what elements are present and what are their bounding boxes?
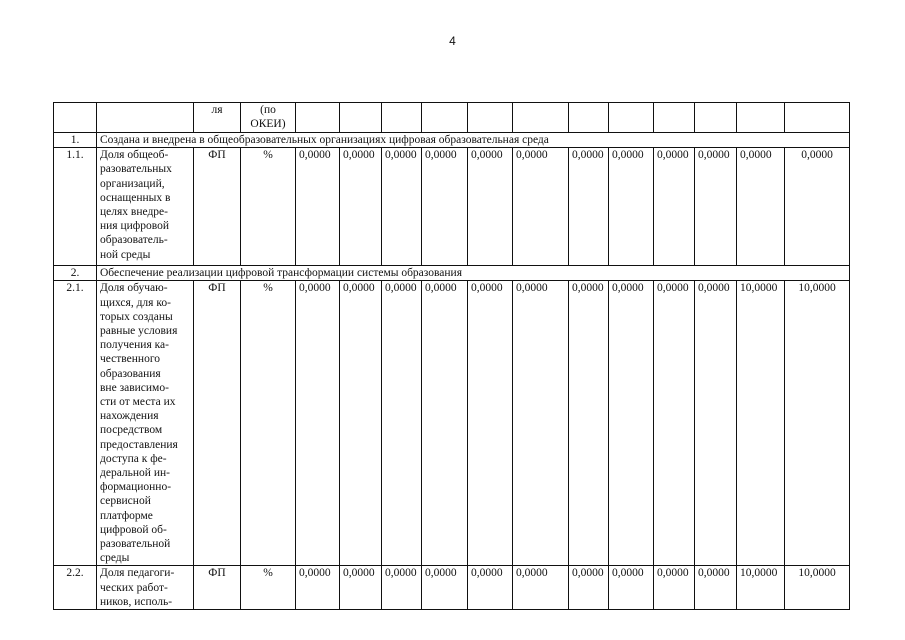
- indicator-name: [97, 148, 194, 266]
- table-row: [54, 148, 850, 266]
- value-cell: 0,0000: [695, 148, 737, 266]
- table-row: [54, 281, 850, 566]
- value-cell: 0,0000: [340, 566, 382, 610]
- value-cell: 0,0000: [422, 566, 468, 610]
- header-unit-line2: ОКЕИ): [250, 118, 286, 131]
- section-index: 1.: [54, 133, 97, 148]
- indicator-name-line: предоставления: [100, 438, 178, 451]
- indicator-name-line: чественного: [100, 353, 161, 366]
- value-cell: 0,0000: [695, 566, 737, 610]
- value-cell: 0,0000: [296, 281, 340, 566]
- indicators-table: [53, 102, 850, 610]
- section-title: Обеспечение реализации цифровой трансформации системы образования: [97, 266, 850, 281]
- header-unit-line1: (по: [260, 104, 276, 116]
- value-cell: 0,0000: [695, 281, 737, 566]
- indicator-name-line: Доля обучаю-: [100, 282, 168, 295]
- indicator-unit: %: [241, 148, 296, 266]
- indicator-name-line: Доля педагоги-: [100, 567, 175, 580]
- indicator-name-line: получения ка-: [100, 339, 169, 352]
- value-cell: 0,0000: [609, 281, 654, 566]
- value-cell: 0,0000: [513, 281, 569, 566]
- indicator-unit: %: [241, 566, 296, 610]
- indicator-name: [97, 566, 194, 610]
- indicator-name-line: равные условия: [100, 325, 178, 338]
- indicator-level: ФП: [194, 281, 241, 566]
- value-cell: 0,0000: [468, 148, 513, 266]
- indicator-name-line: платформе: [100, 509, 153, 522]
- indicator-unit: %: [241, 281, 296, 566]
- indicator-name-line: организаций,: [100, 177, 165, 190]
- value-cell: 0,0000: [382, 281, 422, 566]
- value-cell: 0,0000: [340, 148, 382, 266]
- value-cell: 0,0000: [296, 148, 340, 266]
- indicator-name-line: образователь-: [100, 234, 168, 247]
- indicator-name-line: цифровой об-: [100, 523, 167, 536]
- value-cell: 10,0000: [737, 566, 785, 610]
- value-cell: 0,0000: [737, 148, 785, 266]
- header-cell-level: [194, 103, 241, 133]
- value-cell: 0,0000: [569, 281, 609, 566]
- table-row: [54, 566, 850, 610]
- section-title: Создана и внедрена в общеобразовательных организациях цифровая образовательная среда: [97, 133, 850, 148]
- section-index: 2.: [54, 266, 97, 281]
- value-cell: 0,0000: [468, 281, 513, 566]
- indicator-name-line: ния цифровой: [100, 220, 169, 233]
- indicator-name: [97, 281, 194, 566]
- indicator-name-line: вне зависимо-: [100, 381, 169, 394]
- row-index: 1.1.: [54, 148, 97, 266]
- section-row: [54, 266, 850, 281]
- header-cell-unit: [241, 103, 296, 133]
- total-cell: 0,0000: [785, 148, 850, 266]
- indicator-name-line: доступа к фе-: [100, 452, 167, 465]
- indicator-name-line: щихся, для ко-: [100, 296, 171, 309]
- indicator-name-line: оснащенных в: [100, 191, 171, 204]
- value-cell: 0,0000: [654, 566, 695, 610]
- indicator-name-line: ческих работ-: [100, 581, 168, 594]
- indicator-name-line: среды: [100, 552, 130, 565]
- header-row: [54, 103, 850, 133]
- indicator-name-line: разовательных: [100, 163, 172, 176]
- indicator-name-line: формационно-: [100, 481, 172, 494]
- indicator-name-line: ников, исполь-: [100, 595, 173, 608]
- total-cell: 10,0000: [785, 281, 850, 566]
- value-cell: 0,0000: [422, 281, 468, 566]
- indicator-name-line: нахождения: [100, 410, 159, 423]
- total-cell: 10,0000: [785, 566, 850, 610]
- value-cell: 0,0000: [569, 566, 609, 610]
- indicator-name-line: разовательной: [100, 538, 171, 551]
- section-row: [54, 133, 850, 148]
- value-cell: 0,0000: [569, 148, 609, 266]
- value-cell: 10,0000: [737, 281, 785, 566]
- value-cell: 0,0000: [382, 148, 422, 266]
- indicator-name-line: Доля общеоб-: [100, 149, 169, 162]
- header-level-fragment: ля: [211, 104, 223, 116]
- page-number: 4: [449, 34, 456, 48]
- indicator-name-line: образования: [100, 367, 161, 380]
- row-index: 2.1.: [54, 281, 97, 566]
- value-cell: 0,0000: [513, 148, 569, 266]
- indicator-name-line: торых созданы: [100, 310, 173, 323]
- value-cell: 0,0000: [513, 566, 569, 610]
- indicator-level: ФП: [194, 566, 241, 610]
- row-index: 2.2.: [54, 566, 97, 610]
- indicator-name-line: посредством: [100, 424, 163, 437]
- indicator-level: ФП: [194, 148, 241, 266]
- indicator-name-line: сти от места их: [100, 396, 176, 409]
- indicator-name-line: целях внедре-: [100, 206, 168, 219]
- value-cell: 0,0000: [422, 148, 468, 266]
- indicator-name-line: сервисной: [100, 495, 151, 508]
- value-cell: 0,0000: [382, 566, 422, 610]
- value-cell: 0,0000: [468, 566, 513, 610]
- value-cell: 0,0000: [654, 281, 695, 566]
- value-cell: 0,0000: [654, 148, 695, 266]
- value-cell: 0,0000: [296, 566, 340, 610]
- value-cell: 0,0000: [609, 148, 654, 266]
- indicator-name-line: ной среды: [100, 248, 151, 261]
- indicator-name-line: деральной ин-: [100, 467, 170, 480]
- value-cell: 0,0000: [340, 281, 382, 566]
- value-cell: 0,0000: [609, 566, 654, 610]
